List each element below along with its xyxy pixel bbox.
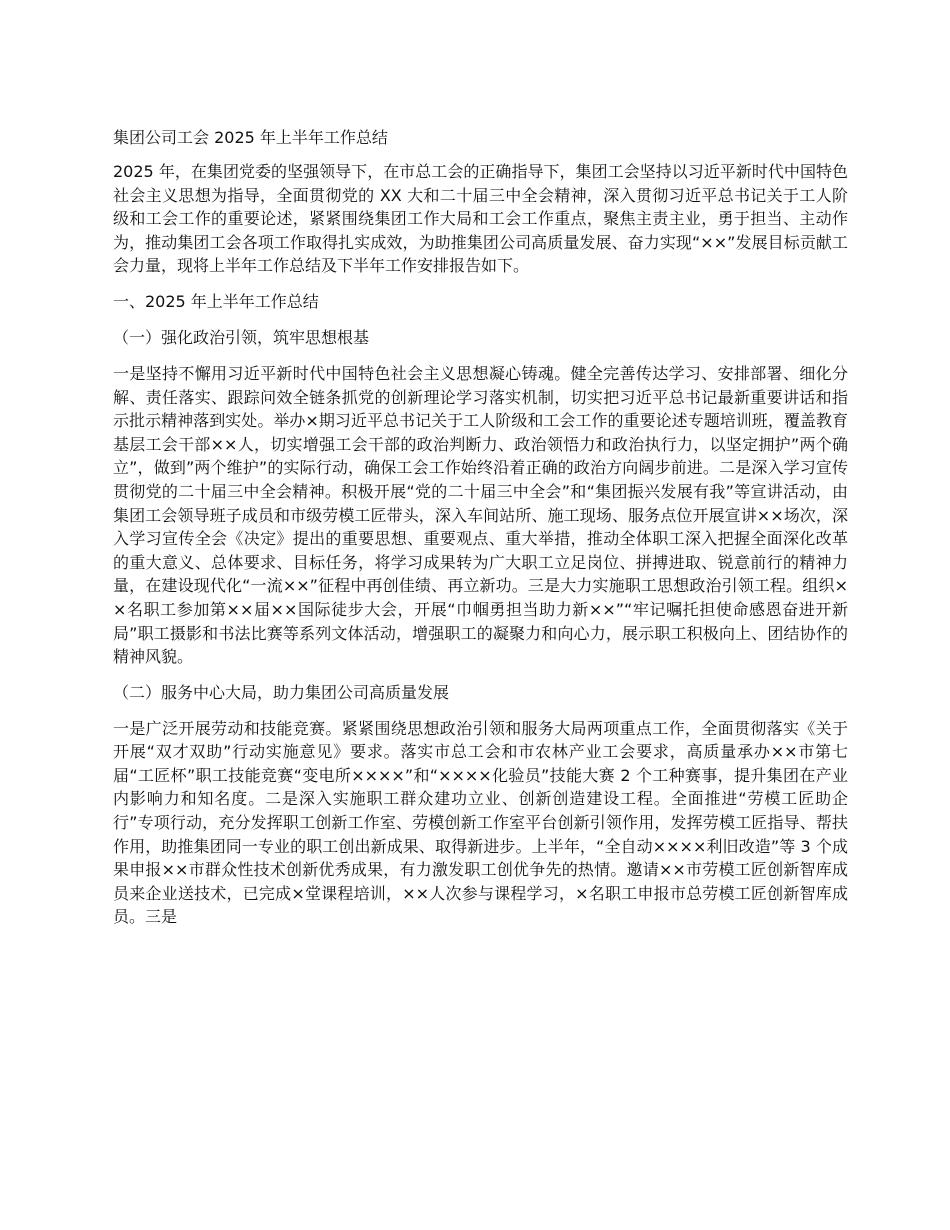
intro-paragraph: 2025 年，在集团党委的坚强领导下，在市总工会的正确指导下，集团工会坚持以习近平新时代中国特色社会主义思想为指导，全面贯彻党的 XX 大和二十届三中全会精神，深入贯彻习近平总书记关于工人阶级和工会工作的重要论述，紧紧围绕集团工作大局和工会工作重点，聚焦主责主业，勇于担当、主动作为，推动集团工会各项工作取得扎实成效，为助推集团公司高质量发展、奋力实现“××”发展目标贡献工会力量，现将上半年工作总结及下半年工作安排报告如下。 [113, 162, 848, 276]
document-page [113, 118, 848, 941]
subsection-1-paragraph: 一是坚持不懈用习近平新时代中国特色社会主义思想凝心铸魂。健全完善传达学习、安排部署、细化分解、责任落实、跟踪问效全链条抓党的创新理论学习落实机制，切实把习近平总书记最新重要讲话和指示批示精神落到实处。举办×期习近平总书记关于工人阶级和工会工作的重要论述专题培训班，覆盖教育基层工会干部××人，切实增强工会干部的政治判断力、政治领悟力和政治执行力，以坚定拥护”两个确立”，做到”两个维护”的实际行动，确保工会工作始终沿着正确的政治方向阔步前进。二是深入学习宣传贯彻党的二十届三中全会精神。积极开展“党的二十届三中全会”和“集团振兴发展有我”等宣讲活动，由集团工会领导班子成员和市级劳模工匠带头，深入车间站所、施工现场、服务点位开展宣讲××场次，深入学习宣传全会《决定》提出的重要思想、重要观点、重大举措，推动全体职工深入把握全面深化改革的重大意义、总体要求、目标任务，将学习成果转为广大职工立足岗位、拼搏进取、锐意前行的精神力量，在建设现代化“一流××”征程中再创佳绩、再立新功。三是大力实施职工思想政治引领工程。组织××名职工参加第××届××国际徒步大会，开展“巾帼勇担当助力新××”“牢记嘱托担使命感恩奋进开新局”职工摄影和书法比赛等系列文体活动，增强职工的凝聚力和向心力，展示职工积极向上、团结协作的精神风貌。 [113, 363, 848, 667]
subsection-2-paragraph: 一是广泛开展劳动和技能竞赛。紧紧围绕思想政治引领和服务大局两项重点工作，全面贯彻落实《关于开展“双才双助”行动实施意见》要求。落实市总工会和市农林产业工会要求，高质量承办××市第七届“工匠杯”职工技能竞赛“变电所××××”和“××××化验员”技能大赛 2 个工种赛事，提升集团在产业内影响力和知名度。二是深入实施职工群众建功立业、创新创造建设工程。全面推进“劳模工匠助企行”专项行动，充分发挥职工创新工作室、劳模创新工作室平台创新引领作用，发挥劳模工匠指导、帮扶作用，助推集团同一专业的职工创出新成果、取得新进步。上半年，“全自动××××利旧改造”等 3 个成果申报××市群众性技术创新优秀成果，有力激发职工创优争先的热情。邀请××市劳模工匠创新智库成员来企业送技术，已完成×堂课程培训，××人次参与课程学习，×名职工申报市总劳模工匠创新智库成员。三是 [113, 718, 848, 927]
subsection-heading-1: （一）强化政治引领，筑牢思想根基 [113, 327, 370, 347]
document-title: 集团公司工会 2025 年上半年工作总结 [113, 128, 388, 147]
section-heading: 一、2025 年上半年工作总结 [113, 291, 319, 311]
subsection-heading-2: （二）服务中心大局，助力集团公司高质量发展 [113, 682, 450, 702]
